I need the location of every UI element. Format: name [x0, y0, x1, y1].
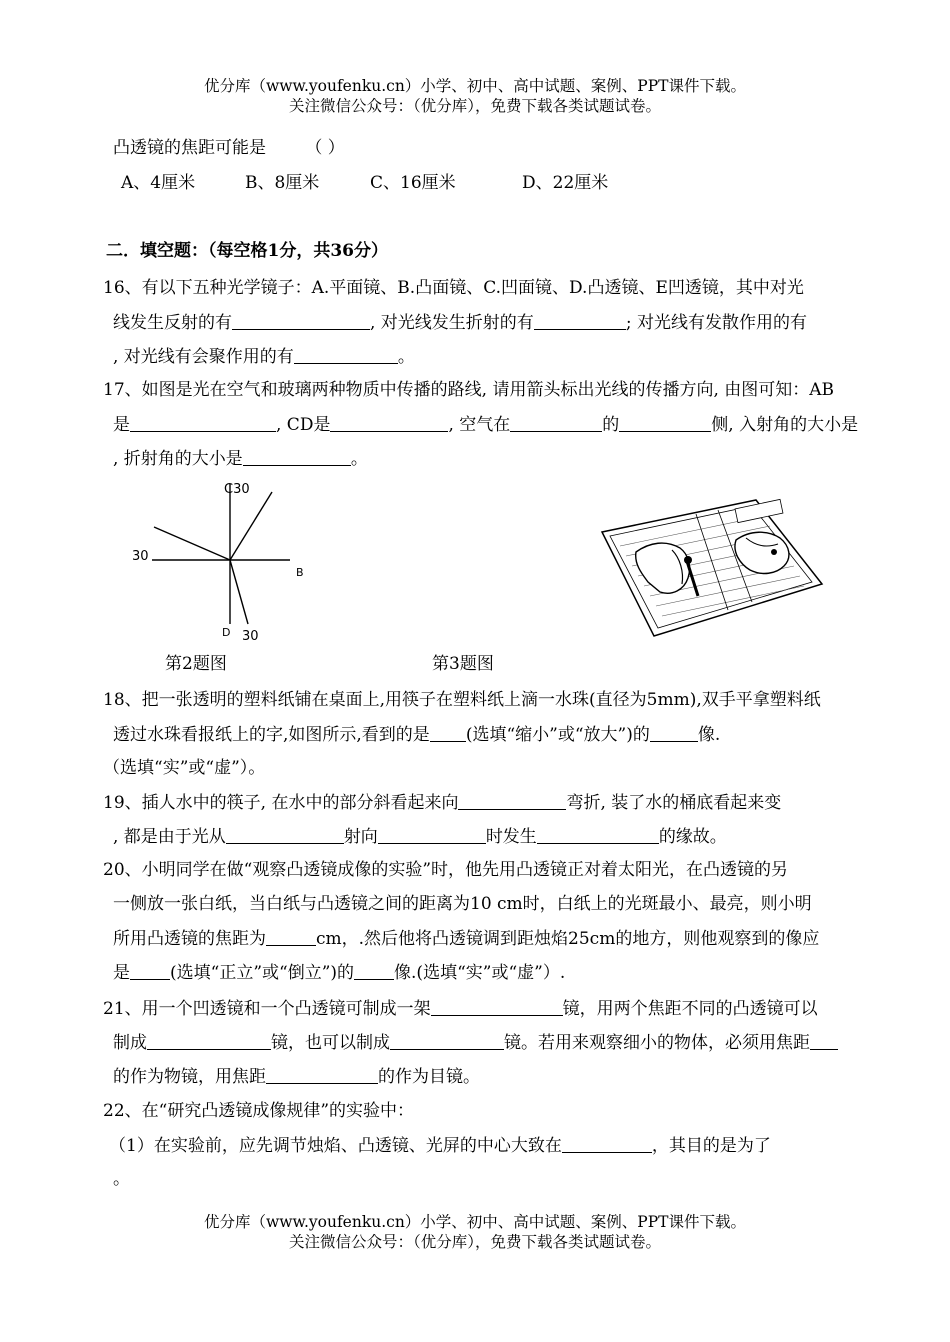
- q20-text-a: 所用凸透镜的焦距为: [113, 929, 266, 949]
- q19-text-d: 射向: [343, 827, 378, 847]
- q20-text-d: (选填“正立”或“倒立”)的: [170, 963, 355, 983]
- q21-blank-eyepiece[interactable]: [266, 1065, 378, 1084]
- q22-text-b: ，其目的是为了: [651, 1136, 771, 1156]
- q20-text-c: 是: [113, 963, 130, 983]
- q21-blank-instrument-3[interactable]: [390, 1031, 504, 1050]
- q19-line-2: [113, 825, 727, 848]
- q15-answer-paren: （ ）: [305, 138, 345, 158]
- q20-line-2: 一侧放一张白纸，当白纸与凸透镜之间的距离为10 cm时，白纸上的光斑最小、最亮，则小明: [113, 894, 812, 914]
- q18-text-a: 透过水珠看报纸上的字,如图所示,看到的是: [113, 725, 430, 745]
- q21-text-g: 的作为目镜。: [378, 1067, 480, 1087]
- q20-line-1: 20、小明同学在做“观察凸透镜成像的实验”时，他先用凸透镜正对着太阳光，在凸透镜的另: [103, 860, 789, 880]
- q20-blank-orientation[interactable]: [130, 961, 170, 980]
- q20-text-e: 像.(选填“实”或“虚”）.: [394, 963, 566, 983]
- q17-blank-cd[interactable]: [330, 413, 448, 432]
- q19-text-e: 时发生: [485, 827, 537, 847]
- header-line-1: 优分库（www.youfenku.cn）小学、初中、高中试题、案例、PPT课件下载。: [203, 77, 747, 95]
- q16-text-b: , 对光线发生折射的有: [370, 313, 534, 333]
- figure-3-caption: 第3题图: [432, 654, 494, 674]
- q20-line-3: [113, 927, 819, 950]
- q17-text-e: 侧, 入射角的大小是: [711, 415, 859, 435]
- q22-line-1: 22、在“研究凸透镜成像规律”的实验中：: [103, 1101, 415, 1121]
- q16-text-c: ; 对光线有发散作用的有: [625, 313, 807, 333]
- newspaper-water-drop-illustration: [596, 492, 826, 642]
- q19-text-f: 的缘故。: [658, 827, 727, 847]
- incident-ray: [154, 527, 230, 560]
- q20-text-b: cm，.然后他将凸透镜调到距烛焰25cm的地方，则他观察到的像应: [316, 929, 820, 949]
- q18-line-1: 18、把一张透明的塑料纸铺在桌面上,用筷子在塑料纸上滴一水珠(直径为5mm),双手平拿塑料纸: [103, 690, 821, 710]
- figure-2-caption: 第2题图: [165, 654, 227, 674]
- q17-blank-air-2[interactable]: [619, 413, 711, 432]
- q19-text-a: 19、插人水中的筷子, 在水中的部分斜看起来向: [103, 793, 459, 813]
- label-c30: C30: [224, 482, 250, 497]
- q17-text-g: 。: [350, 449, 368, 469]
- q19-blank-direction[interactable]: [458, 791, 566, 810]
- q16-text-a: 线发生反射的有: [113, 313, 232, 333]
- refracted-ray: [230, 560, 248, 624]
- q17-text-d: 的: [602, 415, 620, 435]
- q19-text-c: , 都是由于光从: [113, 827, 226, 847]
- q21-blank-instrument-1[interactable]: [431, 997, 563, 1016]
- q18-text-b: (选填“缩小”或“放大”)的: [465, 725, 650, 745]
- q19-line-1: [103, 791, 781, 814]
- q15-option-d: D、22厘米: [522, 173, 609, 193]
- q22-text-a: （1）在实验前，应先调节烛焰、凸透镜、光屏的中心大致在: [109, 1136, 562, 1156]
- label-b: B: [296, 566, 304, 579]
- q17-line-3: [113, 447, 368, 470]
- q21-line-1: [103, 997, 818, 1020]
- q18-blank-image-type[interactable]: [650, 723, 698, 742]
- q17-text-f: , 折射角的大小是: [113, 449, 243, 469]
- light-ray-diagram: [120, 478, 320, 644]
- right-hand-detail: [771, 549, 777, 555]
- q16-text-e: 。: [397, 347, 415, 367]
- q16-line-2: [113, 311, 807, 334]
- q20-line-4: [113, 961, 565, 984]
- newspaper-sheet: [602, 500, 822, 636]
- q17-line-1: 17、如图是光在空气和玻璃两种物质中传播的路线, 请用箭头标出光线的传播方向, 由图可知：AB: [103, 380, 835, 400]
- q15-stem-text: 凸透镜的焦距可能是: [113, 138, 266, 158]
- q19-text-b: 弯折, 装了水的桶底看起来变: [566, 793, 782, 813]
- q21-blank-instrument-2[interactable]: [147, 1031, 271, 1050]
- section-2-title: 二．填空题：（每空格1分，共36分）: [106, 241, 388, 261]
- q17-blank-refraction-angle[interactable]: [243, 447, 351, 466]
- q21-text-f: 的作为物镜，用焦距: [113, 1067, 266, 1087]
- q15-option-b: B、8厘米: [245, 173, 320, 193]
- footer-line-1: 优分库（www.youfenku.cn）小学、初中、高中试题、案例、PPT课件下载。: [203, 1213, 747, 1231]
- label-30-left: 30: [132, 549, 149, 564]
- q21-text-e: 镜。若用来观察细小的物体，必须用焦距: [504, 1033, 810, 1053]
- q21-blank-objective[interactable]: [810, 1031, 838, 1050]
- q16-blank-reflect[interactable]: [232, 311, 370, 330]
- q16-blank-refract[interactable]: [534, 311, 626, 330]
- q15-stem: [113, 137, 345, 159]
- q17-text-b: , CD是: [276, 415, 331, 435]
- q17-text-c: , 空气在: [448, 415, 511, 435]
- q16-line-3: [113, 345, 415, 368]
- q21-text-d: 镜，也可以制成: [271, 1033, 390, 1053]
- q16-line-1: 16、有以下五种光学镜子：A.平面镜、B.凸面镜、C.凹面镜、D.凸透镜、E凹透镜，其中对光: [103, 278, 804, 298]
- q22-blank-height[interactable]: [562, 1134, 652, 1153]
- q19-blank-to[interactable]: [378, 825, 486, 844]
- label-30-bottom: 30: [242, 629, 259, 644]
- q17-blank-air-1[interactable]: [510, 413, 602, 432]
- q20-blank-focal-length[interactable]: [266, 927, 316, 946]
- q19-blank-phenomenon[interactable]: [537, 825, 659, 844]
- q15-option-a: A、4厘米: [121, 173, 196, 193]
- label-d: D: [222, 626, 231, 639]
- q17-blank-ab[interactable]: [130, 413, 276, 432]
- q18-line-2: [113, 723, 720, 746]
- q17-text-a: 是: [113, 415, 130, 435]
- footer-line-2: 关注微信公众号：（优分库），免费下载各类试题试卷。: [288, 1233, 661, 1251]
- reflected-ray: [230, 492, 272, 560]
- q18-blank-size[interactable]: [430, 723, 466, 742]
- q20-blank-image-type[interactable]: [354, 961, 394, 980]
- water-drop: [684, 556, 692, 564]
- q21-text-a: 21、用一个凹透镜和一个凸透镜可制成一架: [103, 999, 431, 1019]
- q21-text-c: 制成: [113, 1033, 147, 1053]
- q19-blank-from[interactable]: [226, 825, 344, 844]
- header-line-2: 关注微信公众号：（优分库），免费下载各类试题试卷。: [288, 97, 661, 115]
- q21-line-2: [113, 1031, 838, 1054]
- q22-line-3: 。: [113, 1169, 130, 1189]
- q16-blank-converge[interactable]: [294, 345, 398, 364]
- q16-text-d: , 对光线有会聚作用的有: [113, 347, 294, 367]
- q22-line-2: [109, 1134, 771, 1157]
- q18-text-c: 像.: [697, 725, 721, 745]
- q18-line-3: （选填“实”或“虚”）。: [103, 758, 266, 778]
- q21-line-3: [113, 1065, 480, 1088]
- q15-option-c: C、16厘米: [370, 173, 456, 193]
- q17-line-2: [113, 413, 858, 436]
- q21-text-b: 镜，用两个焦距不同的凸透镜可以: [562, 999, 818, 1019]
